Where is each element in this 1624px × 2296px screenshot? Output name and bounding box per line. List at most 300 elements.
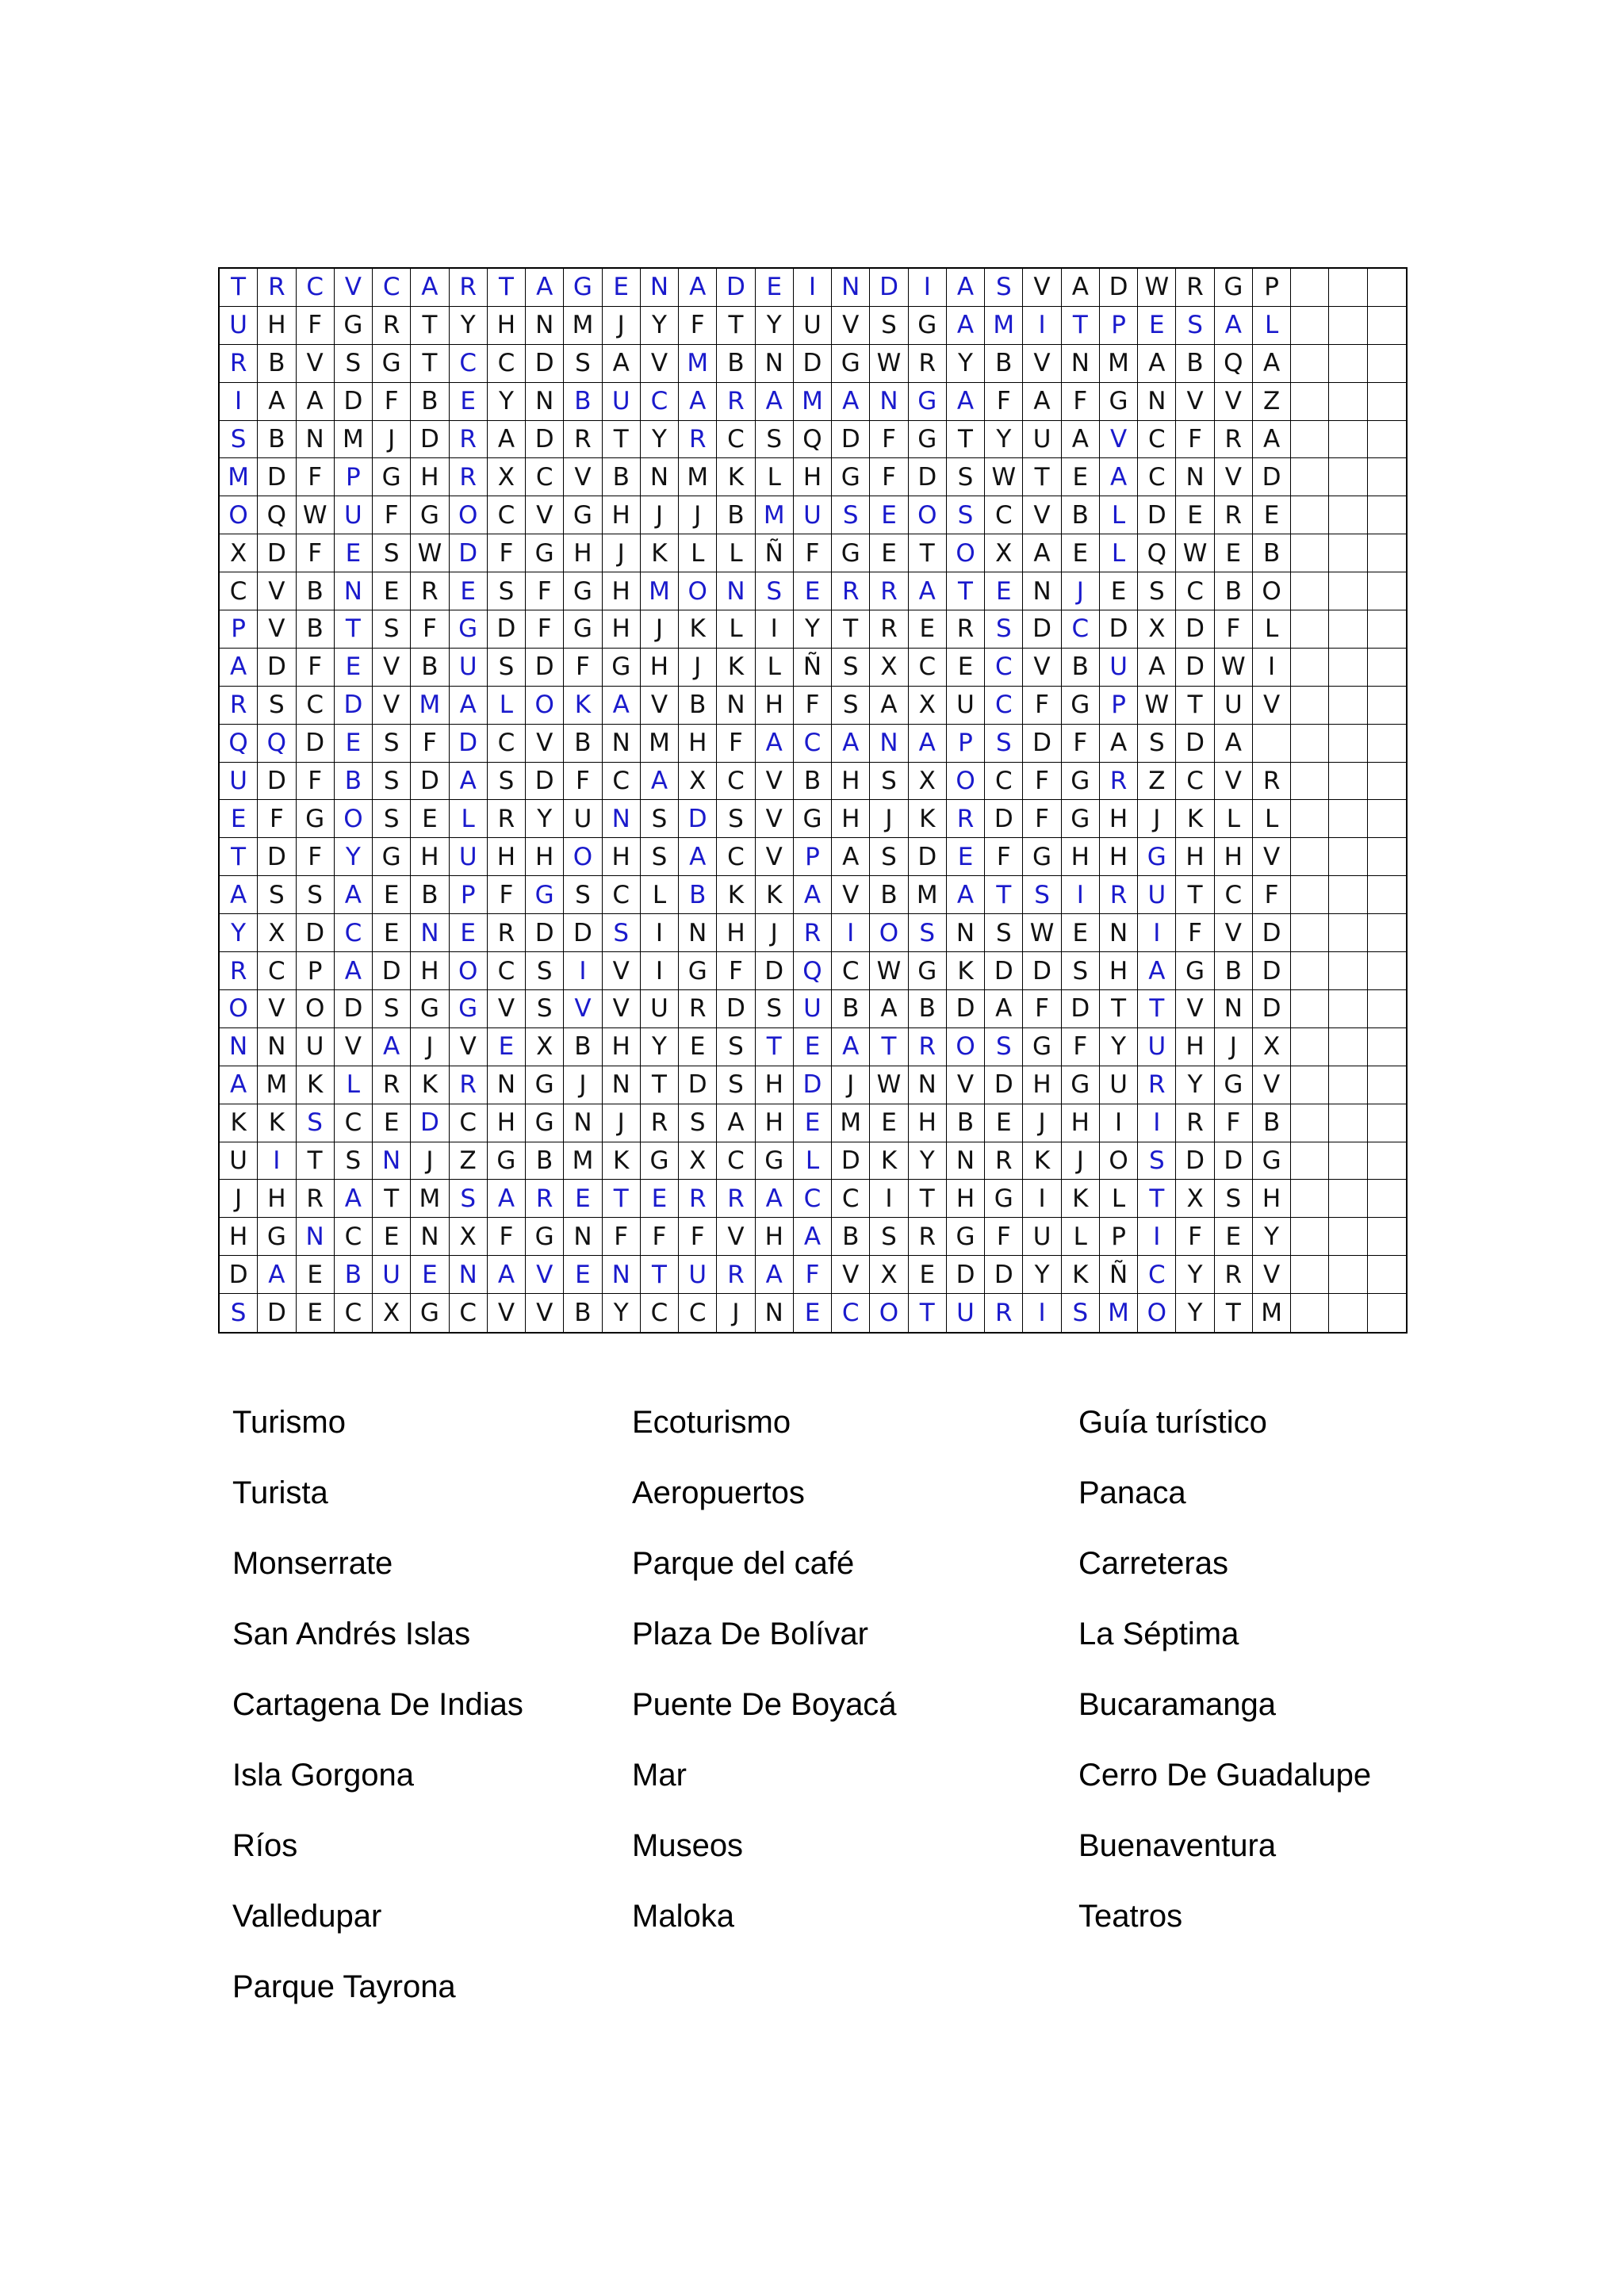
grid-cell: B (717, 345, 755, 383)
grid-cell: N (832, 269, 870, 307)
grid-cell: I (909, 269, 947, 307)
grid-cell: A (526, 269, 564, 307)
grid-cell: G (832, 345, 870, 383)
grid-cell: S (1138, 725, 1176, 763)
grid-cell: I (564, 952, 602, 990)
grid-cell: D (220, 1256, 258, 1294)
grid-cell: T (947, 421, 985, 459)
grid-cell: I (1138, 1218, 1176, 1256)
grid-cell: S (832, 496, 870, 534)
grid-cell: Y (641, 307, 679, 345)
grid-cell: R (488, 914, 526, 952)
grid-cell: E (335, 534, 373, 572)
grid-cell: E (1100, 572, 1138, 610)
grid-cell: R (717, 383, 755, 421)
grid-cell: P (1100, 307, 1138, 345)
grid-cell: D (832, 421, 870, 459)
grid-cell: F (258, 800, 296, 838)
grid-cell: F (564, 649, 602, 687)
grid-cell: N (756, 1294, 794, 1332)
grid-cell (1368, 421, 1406, 459)
grid-cell: O (947, 763, 985, 801)
grid-cell: B (679, 687, 717, 725)
grid-cell: R (1253, 763, 1291, 801)
grid-cell: A (679, 269, 717, 307)
grid-cell (1329, 1104, 1367, 1142)
grid-cell: E (1253, 496, 1291, 534)
grid-cell: W (297, 496, 335, 534)
grid-cell: T (756, 1028, 794, 1066)
grid-cell (1291, 421, 1329, 459)
grid-cell: E (1215, 1218, 1253, 1256)
grid-cell: F (717, 952, 755, 990)
grid-cell: A (756, 1256, 794, 1294)
grid-cell: Y (1023, 1256, 1061, 1294)
grid-cell: J (564, 1066, 602, 1104)
grid-cell: T (832, 610, 870, 649)
grid-cell: F (1176, 914, 1214, 952)
grid-cell: S (373, 763, 411, 801)
grid-cell: J (756, 914, 794, 952)
grid-cell (1291, 383, 1329, 421)
grid-cell: S (1138, 1142, 1176, 1181)
grid-cell: F (679, 1218, 717, 1256)
grid-cell: T (717, 307, 755, 345)
grid-cell: N (603, 1256, 641, 1294)
grid-cell: A (1138, 952, 1176, 990)
grid-cell: E (679, 1028, 717, 1066)
grid-cell: A (603, 687, 641, 725)
grid-cell: V (1023, 269, 1061, 307)
grid-cell: K (717, 876, 755, 914)
grid-cell: V (832, 307, 870, 345)
grid-cell: V (526, 1294, 564, 1332)
grid-cell: D (756, 952, 794, 990)
grid-cell: S (947, 496, 985, 534)
grid-cell: K (297, 1066, 335, 1104)
grid-cell: R (909, 345, 947, 383)
grid-cell: H (1062, 1104, 1100, 1142)
grid-cell: F (794, 687, 832, 725)
grid-cell: O (450, 952, 488, 990)
grid-cell (1329, 1256, 1367, 1294)
grid-cell: E (411, 1256, 449, 1294)
grid-cell: S (717, 1066, 755, 1104)
grid-cell: N (526, 383, 564, 421)
grid-cell: N (870, 383, 908, 421)
grid-cell: E (985, 1104, 1023, 1142)
grid-cell: G (679, 952, 717, 990)
grid-cell: S (564, 876, 602, 914)
grid-cell: U (947, 687, 985, 725)
grid-cell: H (1062, 838, 1100, 876)
grid-cell (1329, 876, 1367, 914)
grid-cell: G (1138, 838, 1176, 876)
grid-cell: N (564, 1104, 602, 1142)
grid-cell: D (1253, 952, 1291, 990)
grid-cell: L (1100, 1180, 1138, 1218)
grid-cell: H (756, 1066, 794, 1104)
grid-cell (1329, 838, 1367, 876)
grid-cell: V (832, 1256, 870, 1294)
grid-cell: A (1215, 725, 1253, 763)
grid-cell: S (832, 649, 870, 687)
grid-cell (1368, 458, 1406, 496)
grid-cell: J (1062, 1142, 1100, 1181)
grid-cell: N (1100, 914, 1138, 952)
grid-cell: E (870, 496, 908, 534)
grid-cell: P (1100, 1218, 1138, 1256)
grid-cell: S (1023, 876, 1061, 914)
grid-cell: V (1215, 383, 1253, 421)
grid-cell (1329, 952, 1367, 990)
grid-cell: D (335, 383, 373, 421)
grid-cell: P (220, 610, 258, 649)
grid-cell: H (488, 838, 526, 876)
grid-cell: A (1138, 345, 1176, 383)
grid-cell: G (564, 269, 602, 307)
grid-cell: G (450, 610, 488, 649)
grid-cell: D (258, 838, 296, 876)
grid-cell: X (909, 687, 947, 725)
grid-cell: Z (450, 1142, 488, 1181)
grid-cell: T (411, 307, 449, 345)
grid-cell: B (1215, 952, 1253, 990)
grid-cell: X (373, 1294, 411, 1332)
grid-cell: S (488, 763, 526, 801)
grid-cell: U (1023, 1218, 1061, 1256)
grid-cell: P (335, 458, 373, 496)
grid-cell: G (564, 496, 602, 534)
grid-cell: C (220, 572, 258, 610)
grid-cell: F (1023, 763, 1061, 801)
grid-cell: E (794, 1294, 832, 1332)
grid-cell: H (488, 1104, 526, 1142)
grid-cell: D (909, 838, 947, 876)
grid-cell: B (564, 383, 602, 421)
grid-cell: G (1253, 1142, 1291, 1181)
grid-cell: M (794, 383, 832, 421)
grid-cell: A (1023, 383, 1061, 421)
grid-cell (1329, 421, 1367, 459)
grid-cell: B (411, 383, 449, 421)
grid-cell: S (870, 1218, 908, 1256)
grid-cell: V (756, 838, 794, 876)
grid-cell: X (526, 1028, 564, 1066)
grid-cell: A (909, 572, 947, 610)
grid-cell: T (1138, 1180, 1176, 1218)
grid-cell: V (1023, 649, 1061, 687)
grid-cell: V (297, 345, 335, 383)
grid-cell: F (297, 307, 335, 345)
grid-cell: U (335, 496, 373, 534)
grid-cell: S (756, 990, 794, 1028)
grid-cell: M (411, 1180, 449, 1218)
grid-cell: T (220, 838, 258, 876)
grid-cell: A (794, 1218, 832, 1256)
grid-cell: F (488, 876, 526, 914)
grid-cell: R (717, 1256, 755, 1294)
grid-cell: N (220, 1028, 258, 1066)
grid-cell (1329, 1218, 1367, 1256)
grid-cell: A (488, 1256, 526, 1294)
grid-cell: K (717, 649, 755, 687)
grid-cell: F (1215, 1104, 1253, 1142)
grid-cell: O (1138, 1294, 1176, 1332)
grid-cell: I (1253, 649, 1291, 687)
grid-cell: V (258, 572, 296, 610)
grid-cell: A (1062, 421, 1100, 459)
grid-cell: F (1062, 1028, 1100, 1066)
grid-cell: X (870, 649, 908, 687)
grid-cell: U (220, 1142, 258, 1181)
grid-cell: F (488, 534, 526, 572)
grid-cell: H (756, 1104, 794, 1142)
grid-cell (1329, 687, 1367, 725)
grid-cell: J (603, 1104, 641, 1142)
grid-cell: G (526, 1066, 564, 1104)
grid-cell: C (258, 952, 296, 990)
grid-cell: G (488, 1142, 526, 1181)
grid-cell: S (297, 876, 335, 914)
grid-cell: R (1176, 269, 1214, 307)
grid-cell: N (909, 1066, 947, 1104)
grid-cell: F (297, 649, 335, 687)
grid-cell: V (373, 687, 411, 725)
grid-cell: K (220, 1104, 258, 1142)
grid-cell (1368, 1066, 1406, 1104)
grid-cell: H (258, 1180, 296, 1218)
grid-cell: A (1100, 725, 1138, 763)
grid-cell: A (373, 1028, 411, 1066)
grid-cell: R (870, 610, 908, 649)
grid-cell: F (411, 725, 449, 763)
grid-cell: U (297, 1028, 335, 1066)
grid-cell: F (1215, 610, 1253, 649)
grid-cell: H (1253, 1180, 1291, 1218)
grid-cell: L (1215, 800, 1253, 838)
grid-cell: S (373, 990, 411, 1028)
grid-cell: B (985, 345, 1023, 383)
grid-cell: L (1100, 496, 1138, 534)
grid-cell: G (526, 876, 564, 914)
grid-cell: N (373, 1142, 411, 1181)
grid-cell: U (220, 763, 258, 801)
grid-cell: E (909, 1256, 947, 1294)
grid-cell: D (1176, 1142, 1214, 1181)
grid-cell: N (526, 307, 564, 345)
grid-cell: Y (450, 307, 488, 345)
grid-cell: Q (1138, 534, 1176, 572)
grid-cell: C (488, 345, 526, 383)
grid-cell: X (258, 914, 296, 952)
grid-cell: I (1100, 1104, 1138, 1142)
grid-cell: V (488, 1294, 526, 1332)
grid-cell: E (603, 269, 641, 307)
grid-cell: N (450, 1256, 488, 1294)
grid-cell (1329, 763, 1367, 801)
grid-cell: D (335, 687, 373, 725)
grid-cell: C (985, 763, 1023, 801)
grid-cell (1329, 990, 1367, 1028)
grid-cell: R (909, 1218, 947, 1256)
grid-cell: L (717, 610, 755, 649)
grid-cell: G (909, 307, 947, 345)
grid-cell: V (603, 990, 641, 1028)
grid-cell: T (603, 421, 641, 459)
grid-cell: S (947, 458, 985, 496)
grid-cell: A (488, 1180, 526, 1218)
grid-cell: A (947, 307, 985, 345)
grid-cell: W (870, 952, 908, 990)
grid-cell: C (832, 1294, 870, 1332)
grid-cell: H (603, 610, 641, 649)
grid-cell: A (220, 649, 258, 687)
grid-cell: V (1253, 1066, 1291, 1104)
grid-cell: B (832, 990, 870, 1028)
grid-cell: M (1100, 1294, 1138, 1332)
word-list-item: Ríos (232, 1828, 298, 1863)
grid-cell: I (641, 952, 679, 990)
grid-cell: H (1023, 1066, 1061, 1104)
grid-cell: C (717, 838, 755, 876)
grid-cell: B (832, 1218, 870, 1256)
grid-cell: S (985, 269, 1023, 307)
grid-cell: U (1215, 687, 1253, 725)
grid-cell: R (564, 421, 602, 459)
grid-cell: L (335, 1066, 373, 1104)
word-list-item: San Andrés Islas (232, 1617, 471, 1651)
grid-cell: E (450, 572, 488, 610)
grid-cell: V (526, 1256, 564, 1294)
grid-cell: O (947, 1028, 985, 1066)
grid-cell: H (526, 838, 564, 876)
grid-cell (1291, 458, 1329, 496)
grid-cell: N (488, 1066, 526, 1104)
grid-cell: H (832, 763, 870, 801)
grid-cell: E (1062, 458, 1100, 496)
grid-cell: Y (947, 345, 985, 383)
grid-cell: D (717, 990, 755, 1028)
grid-cell: O (1253, 572, 1291, 610)
grid-cell: H (832, 800, 870, 838)
grid-cell (1368, 838, 1406, 876)
grid-cell: H (909, 1104, 947, 1142)
grid-cell: B (1062, 649, 1100, 687)
grid-cell: T (1215, 1294, 1253, 1332)
grid-cell: C (794, 1180, 832, 1218)
grid-cell: W (870, 1066, 908, 1104)
grid-cell: S (756, 421, 794, 459)
grid-cell: F (488, 1218, 526, 1256)
grid-cell: C (832, 1180, 870, 1218)
grid-cell: T (1138, 990, 1176, 1028)
grid-cell: E (1062, 914, 1100, 952)
grid-cell: Q (220, 725, 258, 763)
grid-cell: X (1138, 610, 1176, 649)
grid-cell: J (603, 534, 641, 572)
grid-cell: G (373, 838, 411, 876)
grid-cell (1329, 1028, 1367, 1066)
grid-cell: I (1062, 876, 1100, 914)
word-list-item: Valledupar (232, 1899, 382, 1934)
grid-cell: K (603, 1142, 641, 1181)
grid-cell: X (488, 458, 526, 496)
grid-cell: T (411, 345, 449, 383)
grid-cell (1291, 725, 1329, 763)
grid-cell: O (870, 1294, 908, 1332)
grid-cell: X (909, 763, 947, 801)
grid-cell: C (373, 269, 411, 307)
grid-cell: G (258, 1218, 296, 1256)
grid-cell: Y (794, 610, 832, 649)
grid-cell (1291, 610, 1329, 649)
grid-cell (1368, 800, 1406, 838)
grid-cell: S (335, 1142, 373, 1181)
grid-cell: Ñ (1100, 1256, 1138, 1294)
grid-cell: A (832, 1028, 870, 1066)
grid-cell: I (1138, 914, 1176, 952)
grid-cell: K (411, 1066, 449, 1104)
grid-cell: G (985, 1180, 1023, 1218)
grid-cell (1368, 763, 1406, 801)
grid-cell: P (450, 876, 488, 914)
grid-cell: E (373, 572, 411, 610)
grid-cell: W (411, 534, 449, 572)
grid-cell: E (297, 1294, 335, 1332)
grid-cell: M (564, 307, 602, 345)
grid-cell: M (832, 1104, 870, 1142)
grid-cell: F (794, 1256, 832, 1294)
grid-cell: B (297, 572, 335, 610)
grid-cell: F (526, 572, 564, 610)
grid-cell: E (947, 649, 985, 687)
grid-cell: U (450, 838, 488, 876)
grid-cell: J (1023, 1104, 1061, 1142)
grid-cell: F (373, 383, 411, 421)
grid-cell: V (564, 990, 602, 1028)
grid-cell (1368, 1218, 1406, 1256)
grid-cell: S (985, 610, 1023, 649)
word-list-item: Plaza De Bolívar (632, 1617, 868, 1651)
grid-cell: J (411, 1142, 449, 1181)
word-list-item: Aeropuertos (632, 1475, 805, 1510)
grid-cell: G (564, 572, 602, 610)
grid-cell: L (641, 876, 679, 914)
grid-cell: C (1138, 1256, 1176, 1294)
grid-cell: G (1100, 383, 1138, 421)
grid-cell: A (488, 421, 526, 459)
grid-cell: Y (756, 307, 794, 345)
grid-cell: U (947, 1294, 985, 1332)
grid-cell: W (985, 458, 1023, 496)
grid-cell: E (756, 269, 794, 307)
grid-cell: B (717, 496, 755, 534)
grid-cell: U (450, 649, 488, 687)
grid-cell: N (411, 914, 449, 952)
grid-cell: V (603, 952, 641, 990)
grid-cell: F (985, 838, 1023, 876)
grid-cell: T (641, 1256, 679, 1294)
grid-cell: R (985, 1294, 1023, 1332)
grid-cell: T (335, 610, 373, 649)
grid-cell (1291, 649, 1329, 687)
grid-cell: J (717, 1294, 755, 1332)
grid-cell: B (909, 990, 947, 1028)
grid-cell (1291, 800, 1329, 838)
grid-cell: H (258, 307, 296, 345)
grid-cell (1368, 687, 1406, 725)
